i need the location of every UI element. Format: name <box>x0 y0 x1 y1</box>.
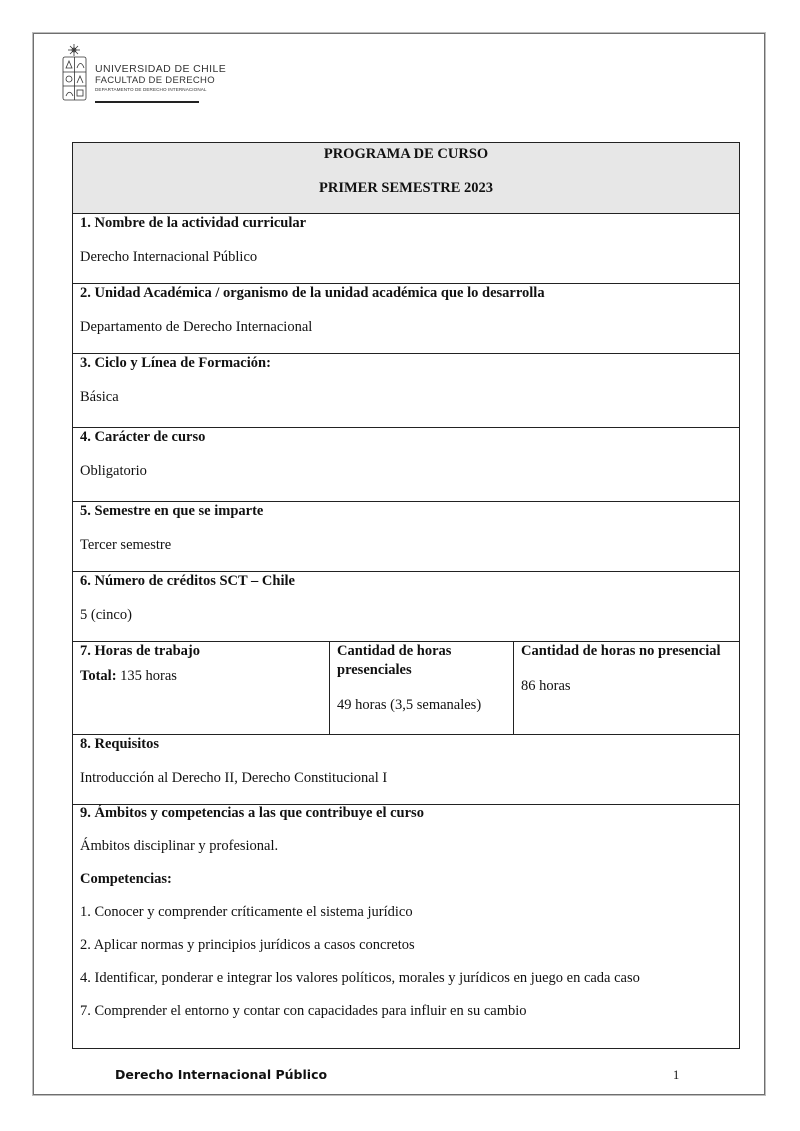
total-hours <box>80 668 322 685</box>
section-requirements <box>73 735 740 805</box>
section-competencies <box>73 805 740 1049</box>
section-academic-unit <box>73 284 740 354</box>
section-title: 7. Horas de trabajo <box>80 643 201 659</box>
section-value: Tercer semestre <box>80 537 172 553</box>
section-value: Básica <box>80 389 119 405</box>
section-title: 8. Requisitos <box>80 736 159 752</box>
section-cycle <box>73 354 740 428</box>
section-credits <box>73 572 740 642</box>
section-value: Derecho Internacional Público <box>80 249 258 265</box>
section-value: Introducción al Derecho II, Derecho Constitucional I <box>80 770 388 786</box>
section-title: 1. Nombre de la actividad curricular <box>80 215 307 231</box>
total-value: 135 horas <box>120 668 177 684</box>
competency-item: 2. Aplicar normas y principios jurídicos a casos concretos <box>80 937 415 953</box>
section-title: 2. Unidad Académica / organismo de la unidad académica que lo desarrolla <box>80 285 545 301</box>
competency-item: 1. Conocer y comprender críticamente el sistema jurídico <box>80 904 413 920</box>
institution-name <box>95 64 226 93</box>
section-course-character <box>73 428 740 502</box>
competency-item: 4. Identificar, ponderar e integrar los valores políticos, morales y jurídicos en juego en cada caso <box>80 970 640 986</box>
competencias-label: Competencias: <box>80 871 172 887</box>
program-header <box>73 143 740 214</box>
section-title: 6. Número de créditos SCT – Chile <box>80 573 295 589</box>
section-value: Obligatorio <box>80 463 147 479</box>
faculty-name: FACULTAD DE DERECHO <box>95 75 215 86</box>
department-name: DEPARTAMENTO DE DERECHO INTERNACIONAL <box>95 87 207 92</box>
section-course-name <box>73 214 740 284</box>
ambitos-text: Ámbitos disciplinar y profesional. <box>80 838 279 854</box>
footer-course-name: Derecho Internacional Público <box>115 1067 328 1082</box>
course-program-table <box>72 142 740 1049</box>
program-title: PROGRAMA DE CURSO <box>323 146 489 162</box>
no-presencial-title: Cantidad de horas no presencial <box>521 643 721 659</box>
section-title: 3. Ciclo y Línea de Formación: <box>80 355 271 371</box>
competency-item: 7. Comprender el entorno y contar con capacidades para influir en su cambio <box>80 1003 527 1019</box>
page-number: 1 <box>673 1068 680 1082</box>
total-label: Total: <box>80 668 117 684</box>
presencial-title: Cantidad de horas presenciales <box>337 643 452 678</box>
section-value: 5 (cinco) <box>80 607 132 623</box>
work-hours-cell <box>73 642 330 735</box>
logo-underline <box>95 101 199 103</box>
presencial-hours-cell <box>330 642 514 735</box>
program-semester: PRIMER SEMESTRE 2023 <box>319 180 494 196</box>
section-title: 5. Semestre en que se imparte <box>80 503 264 519</box>
presencial-value: 49 horas (3,5 semanales) <box>337 697 482 713</box>
section-title: 9. Ámbitos y competencias a las que contribuye el curso <box>80 805 424 821</box>
university-name: UNIVERSIDAD DE CHILE <box>95 63 227 75</box>
section-value: Departamento de Derecho Internacional <box>80 319 313 335</box>
section-semester <box>73 502 740 572</box>
no-presencial-value: 86 horas <box>521 678 571 694</box>
no-presencial-hours-cell <box>514 642 740 735</box>
section-title: 4. Carácter de curso <box>80 429 206 445</box>
